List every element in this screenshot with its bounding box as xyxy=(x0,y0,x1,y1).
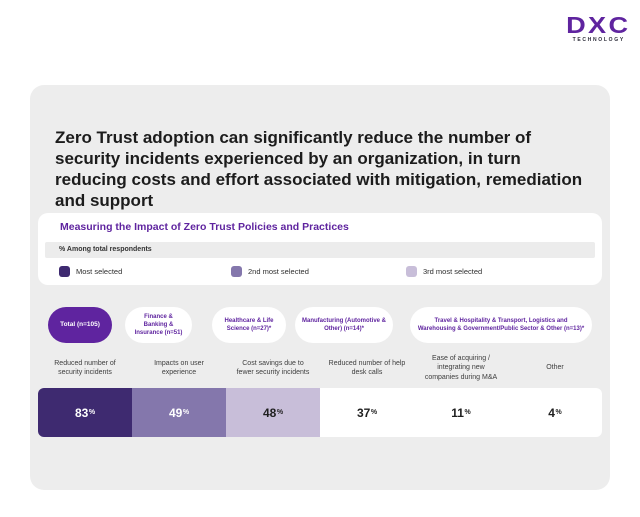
dxc-logo-text: DXC xyxy=(566,12,631,38)
legend-label: 2nd most selected xyxy=(248,266,309,276)
legend-swatch-most-selected xyxy=(59,266,70,277)
legend-item-3rd-most-selected xyxy=(406,264,482,278)
dxc-logo xyxy=(566,12,631,43)
percent-sign: % xyxy=(370,409,378,416)
legend-swatch-2nd-most-selected xyxy=(231,266,242,277)
tab-healthcare-life-science[interactable]: Healthcare & Life Science (n=27)* xyxy=(212,307,286,343)
bar-segment-other xyxy=(508,388,602,437)
category-header-mna: Ease of acquiring / integrating new companies during M&A xyxy=(424,355,498,381)
slide-card xyxy=(30,85,610,490)
percent-sign: % xyxy=(88,409,96,416)
percent-sign: % xyxy=(182,409,190,416)
bar-segment-help-desk-calls xyxy=(320,388,414,437)
tab-finance-banking-insurance[interactable]: Finance & Banking & Insurance (n=51) xyxy=(125,307,192,343)
percent-sign: % xyxy=(555,409,562,416)
respondents-note: % Among total respondents xyxy=(45,242,595,258)
tab-manufacturing[interactable]: Manufacturing (Automotive & Other) (n=14)* xyxy=(295,307,393,343)
bar-value: 49 xyxy=(168,405,183,420)
bar-value: 4 xyxy=(548,405,555,420)
bar-value: 11 xyxy=(451,405,464,420)
bar-chart xyxy=(38,388,602,437)
legend-label: 3rd most selected xyxy=(423,266,483,276)
tab-travel-hospitality-government-other[interactable]: Travel & Hospitality & Transport, Logistics and Warehousing & Government/Public Sector & Other (n=13)* xyxy=(410,307,592,343)
legend-label: Most selected xyxy=(76,266,123,276)
category-header-security-incidents: Reduced number of security incidents xyxy=(54,359,116,376)
bar-segment-mna xyxy=(414,388,508,437)
bar-value: 48 xyxy=(262,405,277,420)
legend-item-2nd-most-selected xyxy=(231,264,309,278)
bar-value: 83 xyxy=(74,405,89,420)
category-header-other: Other xyxy=(546,364,564,372)
legend-item-most-selected xyxy=(59,264,122,278)
category-header-cost-savings: Cost savings due to fewer security incidents xyxy=(236,359,310,376)
category-header-user-experience: Impacts on user experience xyxy=(154,359,204,376)
chart-title: Measuring the Impact of Zero Trust Policies and Practices xyxy=(60,221,349,233)
dxc-logo-subtext: TECHNOLOGY xyxy=(572,37,625,43)
percent-sign: % xyxy=(276,409,284,416)
bar-segment-user-experience xyxy=(132,388,226,437)
bar-value: 37 xyxy=(356,405,371,420)
category-header-help-desk-calls: Reduced number of help desk calls xyxy=(328,359,406,376)
chart-header-panel xyxy=(38,213,602,285)
category-headers xyxy=(38,351,602,385)
bar-segment-security-incidents xyxy=(38,388,132,437)
percent-sign: % xyxy=(464,409,471,416)
bar-segment-cost-savings xyxy=(226,388,320,437)
legend-swatch-3rd-most-selected xyxy=(406,266,417,277)
tab-total[interactable]: Total (n=105) xyxy=(48,307,112,343)
slide-title: Zero Trust adoption can significantly reduce the number of security incidents experienced by an organization, in turn reducing costs and effort associated with mitigation, remediation and support xyxy=(55,128,583,210)
